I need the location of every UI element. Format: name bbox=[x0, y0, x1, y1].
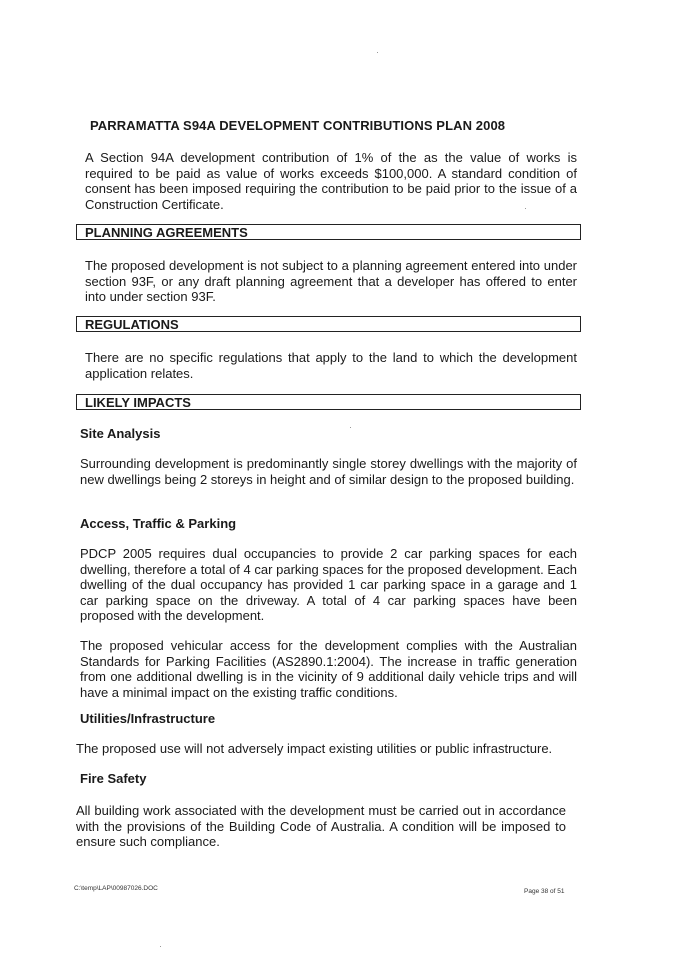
section-underline bbox=[77, 239, 255, 240]
access-paragraph-1: PDCP 2005 requires dual occupancies to provide 2 car parking spaces for each dwelling, therefore a total of 4 car parking spaces for the proposed development. Each dwelling of the dual occupancy has provided 1 car parking space in a garage and 1 car parking space on the driveway. A total of 4 car parking spaces have been proposed with the development. bbox=[80, 546, 577, 623]
access-paragraph-2: The proposed vehicular access for the development complies with the Australian Standards for Parking Facilities (AS2890.1:2004). The increase in traffic generation from one additional dwelling is in the vicinity of 9 additional daily vehicle trips and will have a minimal impact on the existing traffic conditions. bbox=[80, 638, 577, 700]
page-title: PARRAMATTA S94A DEVELOPMENT CONTRIBUTIONS PLAN 2008 bbox=[90, 118, 506, 133]
footer-file-path: C:\temp\LAP\00987026.DOC bbox=[74, 885, 158, 892]
section-header-planning-agreements bbox=[76, 224, 581, 240]
regulations-paragraph: There are no specific regulations that apply to the land to which the development application relates. bbox=[85, 350, 577, 381]
section-title-planning-agreements: PLANNING AGREEMENTS bbox=[85, 224, 248, 240]
section-title-regulations: REGULATIONS bbox=[85, 316, 179, 332]
footer-page-number: Page 38 of 51 bbox=[524, 888, 565, 895]
site-analysis-paragraph: Surrounding development is predominantly single storey dwellings with the majority of new dwellings being 2 storeys in height and of similar design to the proposed building. bbox=[80, 456, 577, 487]
subheading-fire-safety: Fire Safety bbox=[80, 771, 147, 786]
section-header-regulations bbox=[76, 316, 581, 332]
scan-speck bbox=[350, 427, 351, 428]
utilities-paragraph: The proposed use will not adversely impact existing utilities or public infrastructure. bbox=[76, 741, 553, 756]
fire-safety-paragraph: All building work associated with the development must be carried out in accordance with the provisions of the Building Code of Australia. A condition will be imposed to ensure such compliance. bbox=[76, 803, 566, 849]
section-header-likely-impacts bbox=[76, 394, 581, 410]
planning-agreements-paragraph: The proposed development is not subject to a planning agreement entered into under section 93F, or any draft planning agreement that a developer has offered to enter into under section 93F. bbox=[85, 258, 577, 304]
section-underline bbox=[77, 409, 195, 410]
subheading-site-analysis: Site Analysis bbox=[80, 426, 161, 441]
subheading-access-traffic-parking: Access, Traffic & Parking bbox=[80, 516, 237, 531]
scan-speck bbox=[377, 52, 378, 53]
section-underline bbox=[77, 331, 189, 332]
s94a-contribution-paragraph: A Section 94A development contribution of 1% of the as the value of works is required to be paid as value of works exceeds $100,000. A standard condition of consent has been imposed requiring the contribution to be paid prior to the issue of a Construction Certificate. bbox=[85, 150, 577, 212]
scan-speck bbox=[525, 208, 526, 209]
scan-speck bbox=[160, 946, 161, 947]
subheading-utilities-infrastructure: Utilities/Infrastructure bbox=[80, 711, 216, 726]
section-title-likely-impacts: LIKELY IMPACTS bbox=[85, 394, 191, 410]
